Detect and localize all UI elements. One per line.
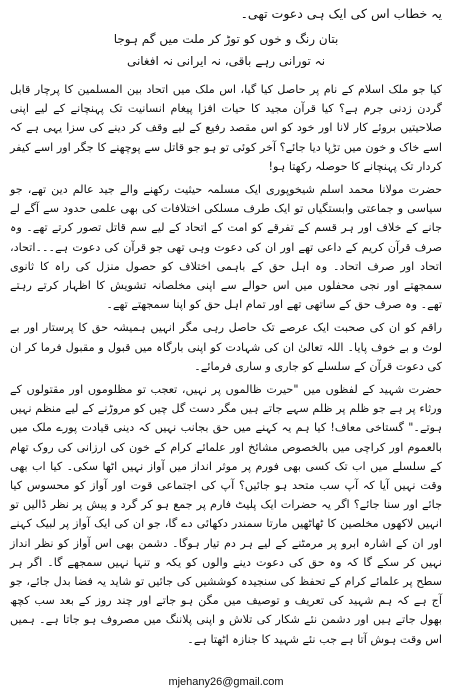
paragraph-4: حضرت شہید کے لفظوں میں "حیرت ظالموں پر نہیں، تعجب تو مظلوموں اور مقتولوں کے ورثاء پر ہے جو ظلم پر ظلم سہے جاتے ہیں مگر دست گل چیں کو مروڑنے کے لیے منظم نہیں ہوتے۔" گستاخی معاف! کیا ہم یہ کہنے میں حق بجانب نہیں کہ دینی قیادت پورے ملک میں بالعموم اور کراچی میں بالخصوص مشائخ اور علمائے کرام کے خون کی ارزانی کی روک تھام کے سلسلے میں اب تک کسی بھی فورم پر موثر انداز میں آواز نہیں اٹھا سکی۔ کیا اب بھی وقت نہیں آیا کہ آپ سب متحد ہو جائیں؟ آپ کی اجتماعی قوت اور آواز کو محسوس کیا جائے اور سنا جائے؟ اگر یہ حضرات ایک پلیٹ فارم پر جمع ہو کر گرد و پیش پر نظر ڈالیں تو انہیں لاکھوں مخلصین کا ٹھاٹھیں مارتا سمندر دکھائی دے گا، جو ان کی ایک آواز پر لبیک کہنے اور ان کے اشارہ ابرو پر مرمٹنے کے لیے ہر دم تیار ہوگا۔ دشمن بھی اس آواز کو نظر انداز نہیں کر سکے گا کہ وہ حق کی دعوت دینے والوں کو یکہ و تنہا نہیں سمجھے گا۔ اگر ہر سطح پر علمائے کرام کے تحفظ کی سنجیدہ کوششیں کی جائیں تو شاید یہ فضا بدل جائے، جو آج ہے کہ ہم شہید کی تعریف و توصیف میں مگن ہو جاتے اور چند روز کے بعد سب کچھ بھول جاتے ہیں اور دشمن نئے شکار کی تلاش و اپنی پلاننگ میں مصروف ہو جاتا ہے۔ ہمیں اس وقت ہوش آتا ہے جب نئے شہید کا جنازہ اٹھتا ہے۔: [10, 383, 442, 646]
verse-line-1: بتان رنگ و خوں کو توڑ کر ملت میں گم ہوجا: [113, 32, 339, 46]
paragraph-2: حضرت مولانا محمد اسلم شیخوپوری ایک مسلمہ حیثیت رکھنے والے جید عالم دین تھے، جو سیاسی و جماعتی وابستگیاں تو ایک طرف مسلکی اختلافات کی بھی علمی حدود سے آگے لے جانے کے خلاف اور ہر قسم کے تفرقے کو امت کے اتحاد کے لیے سم قاتل تصور کرتے تھے۔ وہ صرف قرآن کریم کے داعی تھے اور ان کی دعوت وہی تھی جو قرآن کی دعوت ہے۔۔۔اتحاد، اتحاد اور صرف اتحاد۔ وہ اہل حق کے باہمی اختلاف کو حصول منزل کی راہ کا ثانوی سمجھتے اور نجی محفلوں میں اس حوالے سے اپنی مخلصانہ تشویش کا اظہار کرتے رہتے تھے۔ وہ صرف حق کے ساتھی تھے اور تمام اہل حق کو اپنا سمجھتے تھے۔: [10, 183, 442, 312]
author-email: mjehany26@gmail.com: [168, 676, 284, 688]
paragraph-3: راقم کو ان کی صحبت ایک عرصے تک حاصل رہی مگر انہیں ہمیشہ حق کا پرستار اور بے لوث و بے خوف پایا۔ اللہ تعالیٰ ان کی شہادت کو اپنی بارگاہ میں قبول و مقبول فرما کر ان کی دعوت قرآن کے سلسلے کو جاری و ساری فرمائے۔: [10, 321, 442, 373]
article-heading: یہ خطاب اس کی ایک ہی دعوت تھی۔: [240, 6, 442, 21]
verse-line-2: نہ تورانی رہے باقی، نہ ایرانی نہ افغانی: [126, 54, 326, 68]
poetry-verses: [10, 28, 442, 72]
spacer: [10, 72, 442, 80]
paragraph-1: کیا جو ملک اسلام کے نام پر حاصل کیا گیا، اس ملک میں اتحاد بین المسلمین کا پرچار قابل گردن زدنی جرم ہے؟ کیا قرآن مجید کا حیات افزا پیغام انسانیت تک پہنچانے کے لیے اپنی صلاحیتیں بروئے کار لانا اور خود کو اس مقصد رفیع کے لیے وقف کر دینے کی سزا یہی ہے کہ اسے خاک و خون میں تڑپا دیا جائے؟ آخر کوئی تو ہو جو قاتل سے پوچھنے کا جگر اور اسے کیفر کردار تک پہنچانے کا حوصلہ رکھتا ہو!: [10, 83, 442, 173]
